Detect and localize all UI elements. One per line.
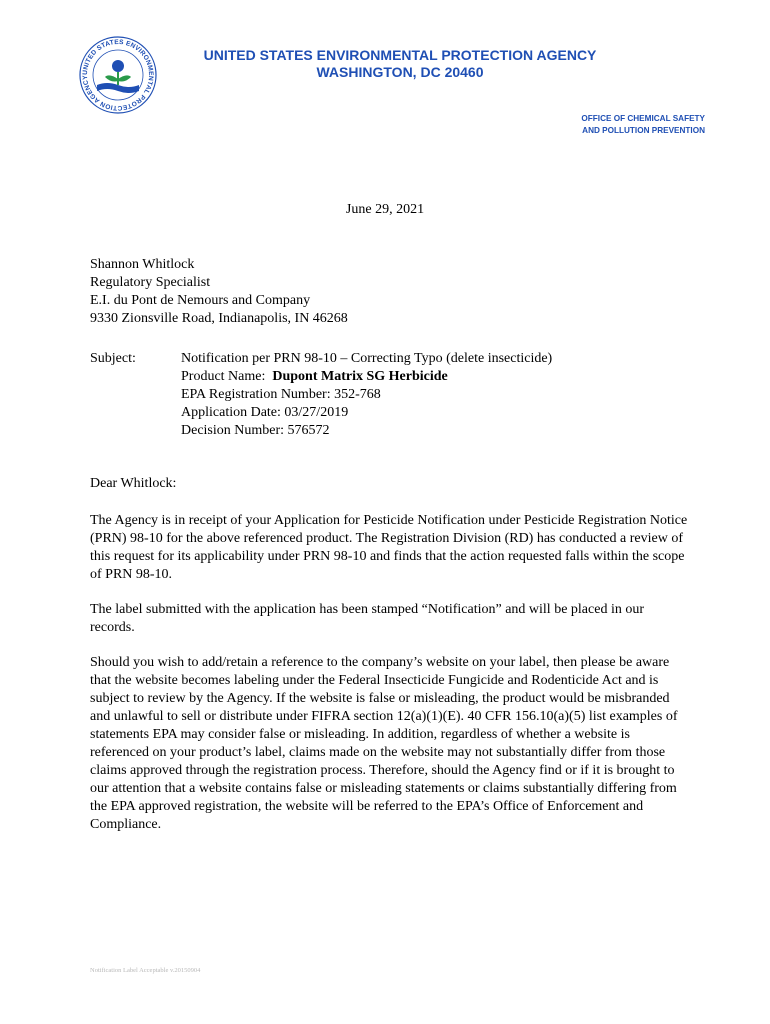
office-line-1: OFFICE OF CHEMICAL SAFETY — [581, 114, 705, 123]
agency-location: WASHINGTON, DC 20460 — [316, 64, 484, 80]
recipient-name: Shannon Whitlock — [90, 257, 195, 272]
recipient-address-block — [90, 256, 348, 328]
product-name: Dupont Matrix SG Herbicide — [272, 369, 448, 384]
epa-seal-logo — [78, 35, 158, 115]
recipient-company: E.I. du Pont de Nemours and Company — [90, 293, 311, 308]
application-date: Application Date: 03/27/2019 — [181, 405, 349, 420]
letter-date: June 29, 2021 — [345, 202, 425, 217]
recipient-address: 9330 Zionsville Road, Indianapolis, IN 46268 — [90, 311, 348, 326]
product-name-label: Product Name: — [181, 369, 273, 384]
registration-number: EPA Registration Number: 352-768 — [181, 387, 381, 402]
body-paragraph-2: The label submitted with the application has been stamped “Notification” and will be placed in our records. — [90, 602, 644, 635]
agency-header — [170, 47, 630, 81]
office-line-2: AND POLLUTION PREVENTION — [582, 126, 705, 135]
subject-block — [181, 350, 552, 440]
recipient-title: Regulatory Specialist — [90, 275, 211, 290]
subject-label: Subject: — [90, 351, 136, 366]
product-name-line — [181, 368, 552, 386]
subject-line: Notification per PRN 98-10 – Correcting Typo (delete insecticide) — [181, 351, 553, 366]
salutation: Dear Whitlock: — [90, 476, 177, 491]
footer-note: Notification Label Acceptable v.20150904 — [90, 967, 201, 974]
body-paragraph-1: The Agency is in receipt of your Application for Pesticide Notification under Pesticide Registration Notice (PRN) 98-10 for the above referenced product. The Registration Division (RD) has conducted a review of this request for its applicability under PRN 98-10 and finds that the action requested falls within the scope of PRN 98-10. — [90, 513, 688, 582]
body-paragraph-3: Should you wish to add/retain a reference to the company’s website on your label, then please be aware that the website becomes labeling under the Federal Insecticide Fungicide and Rodenticide Act and is subject to review by the Agency. If the website is false or misleading, the product would be misbranded and unlawful to sell or distribute under FIFRA section 12(a)(1)(E). 40 CFR 156.10(a)(5) list examples of statements EPA may consider false or misleading. In addition, regardless of whether a website is referenced on your product’s label, claims made on the website may not substantially differ from those claims approved through the registration process. Therefore, should the Agency find or if it is brought to our attention that a website contains false or misleading statements or claims substantially differing from the EPA approved registration, the website will be referred to the EPA’s Office of Enforcement and Compliance. — [90, 655, 678, 832]
decision-number: Decision Number: 576572 — [181, 423, 330, 438]
office-header — [581, 113, 705, 137]
agency-name: UNITED STATES ENVIRONMENTAL PROTECTION AGENCY — [203, 47, 597, 63]
seal-ring-text: UNITED STATES ENVIRONMENTAL PROTECTION AGENCY — [81, 38, 155, 112]
